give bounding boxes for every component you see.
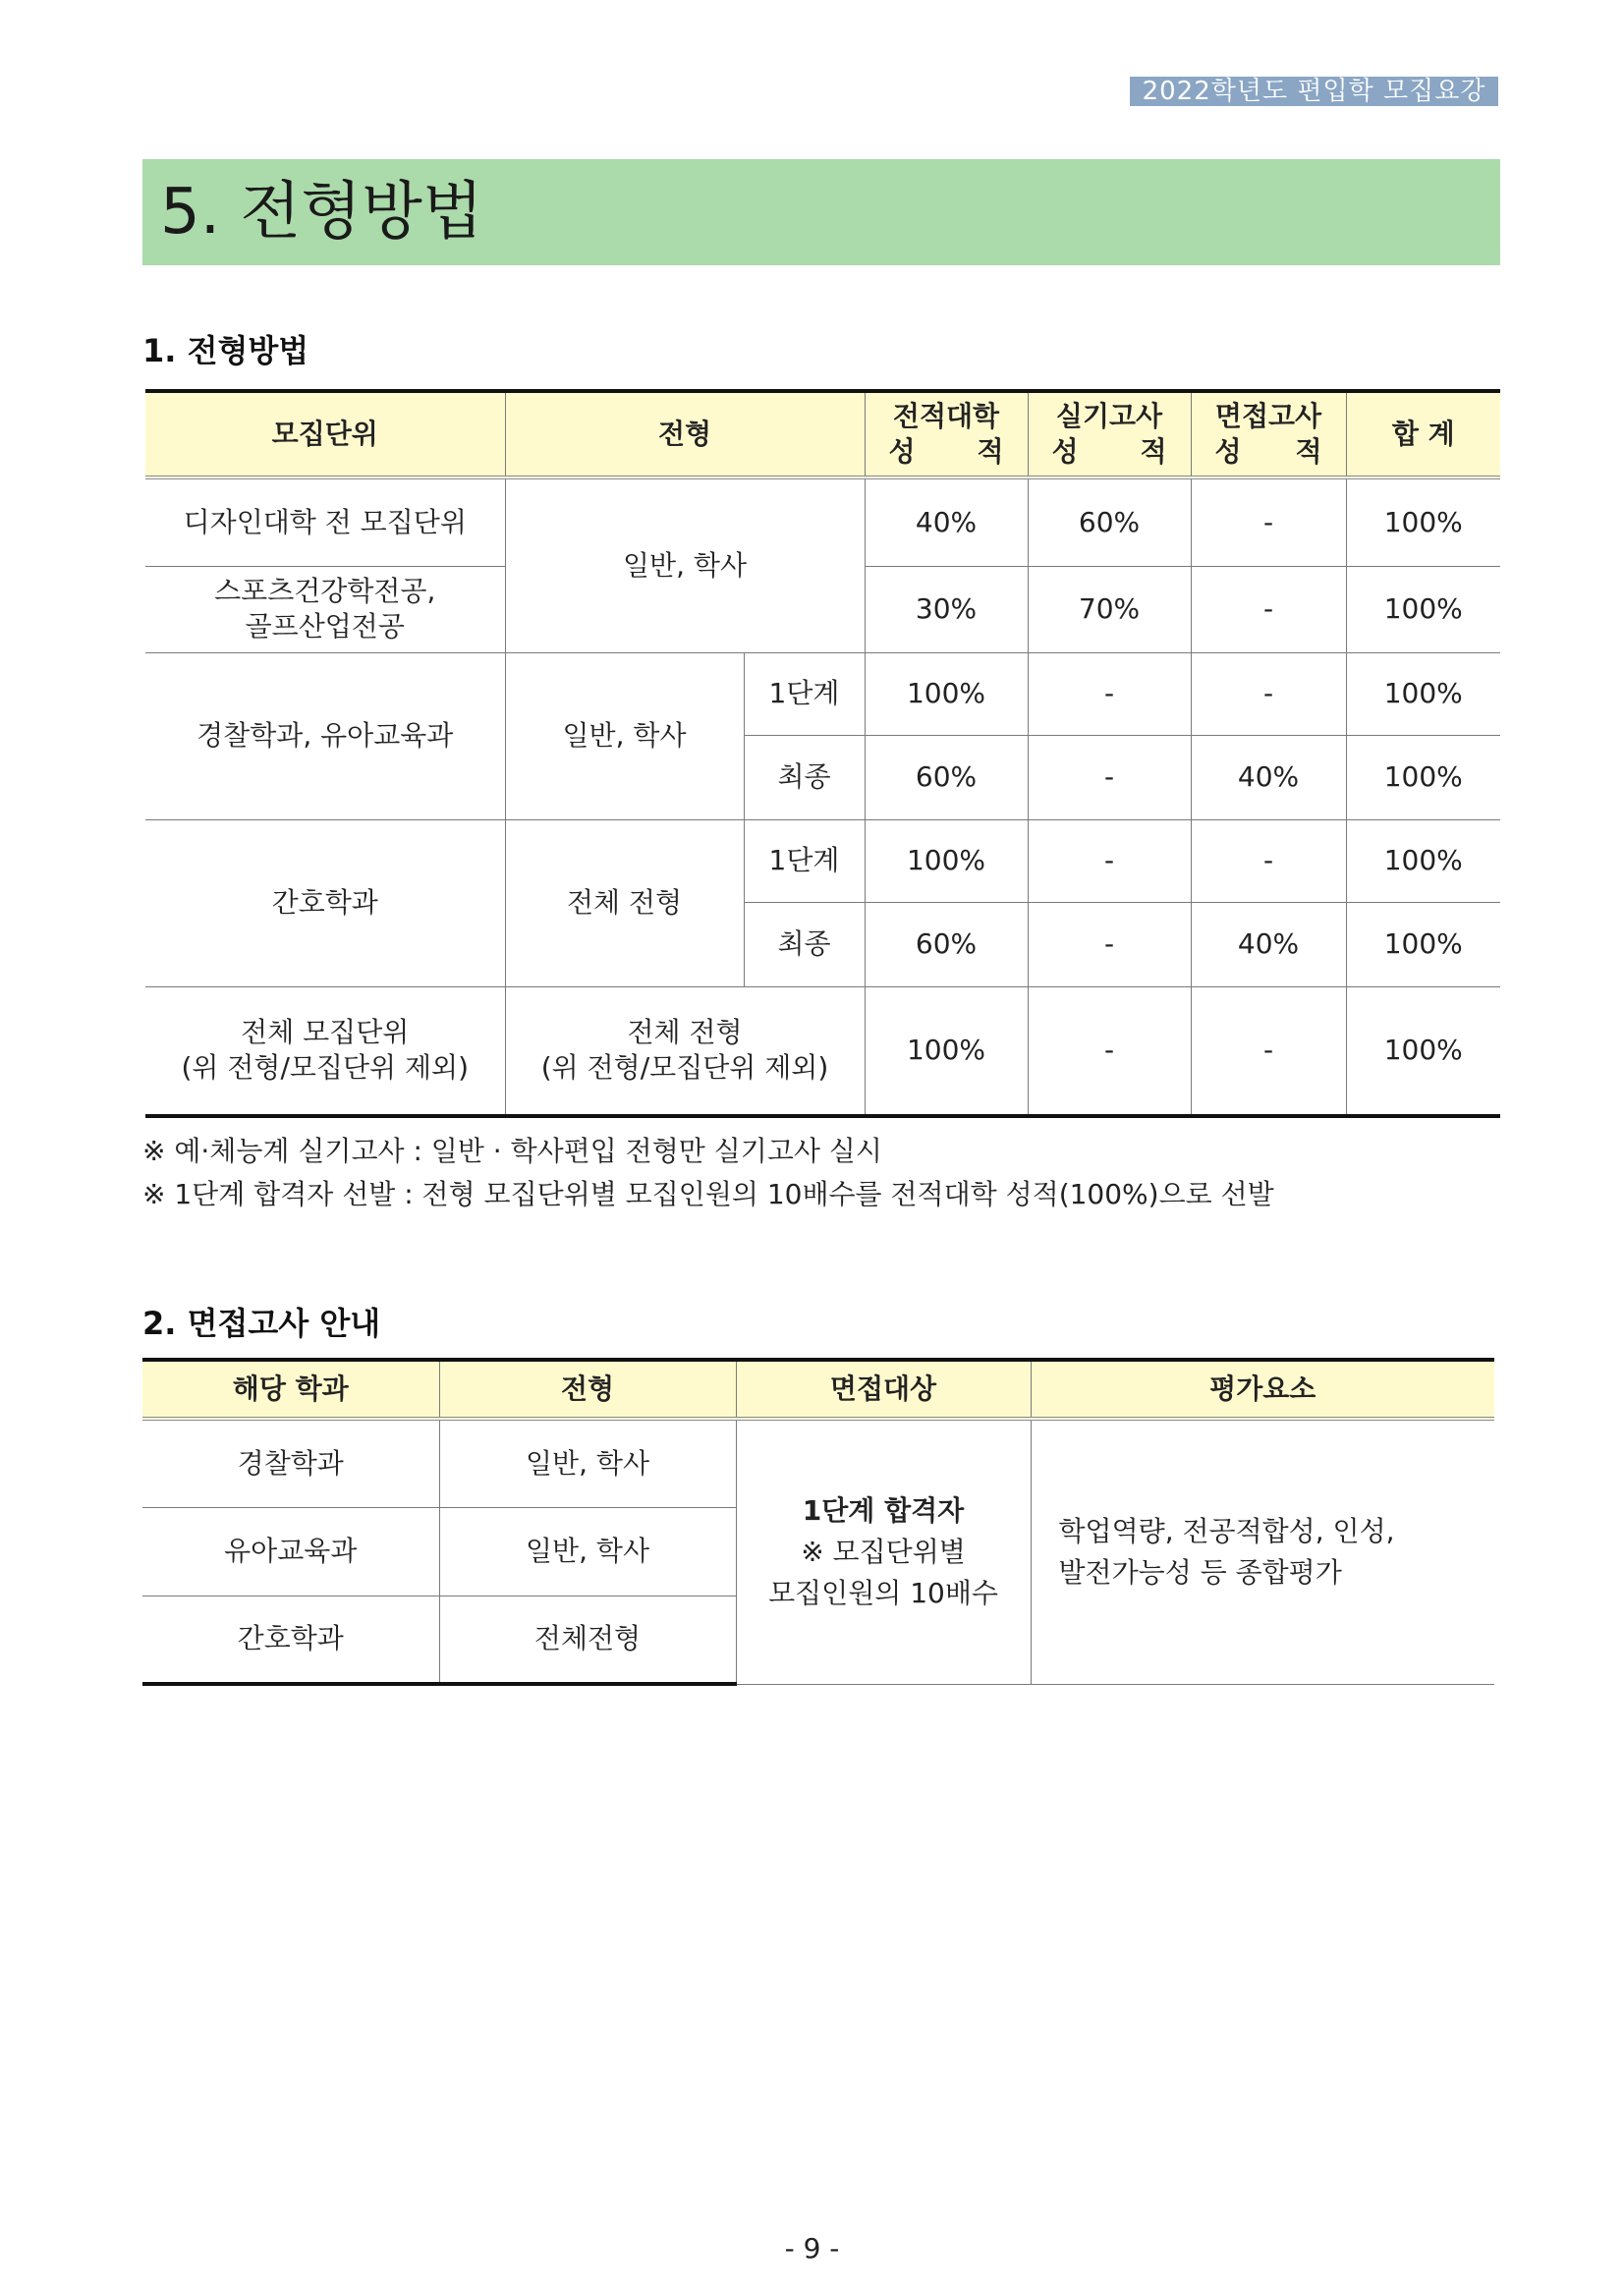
table-row xyxy=(145,986,1500,1116)
cell-stage: 1단계 xyxy=(744,652,865,735)
header-unit: 모집단위 xyxy=(145,391,505,477)
chapter-banner xyxy=(142,159,1500,265)
table-row xyxy=(145,652,1500,735)
cell-total: 100% xyxy=(1346,477,1500,566)
cell-dept: 경찰학과 xyxy=(142,1419,439,1507)
section-title-selection-method: 1. 전형방법 xyxy=(142,332,309,369)
cell-criteria: 학업역량, 전공적합성, 인성, 발전가능성 등 종합평가 xyxy=(1031,1419,1494,1684)
cell-target: 1단계 합격자 ※ 모집단위별 모집인원의 10배수 xyxy=(736,1419,1031,1684)
cell-practical: 70% xyxy=(1028,566,1191,652)
cell-prior: 30% xyxy=(865,566,1028,652)
cell-unit: 간호학과 xyxy=(145,819,505,986)
cell-dept: 간호학과 xyxy=(142,1596,439,1684)
cell-prior: 60% xyxy=(865,902,1028,986)
cell-total: 100% xyxy=(1346,566,1500,652)
cell-stage: 1단계 xyxy=(744,819,865,902)
section-title-interview-guide: 2. 면접고사 안내 xyxy=(142,1305,381,1342)
cell-interview: - xyxy=(1191,819,1346,902)
cell-practical: - xyxy=(1028,902,1191,986)
chapter-title: 5. 전형방법 xyxy=(160,176,483,249)
cell-type: 일반, 학사 xyxy=(505,652,744,819)
cell-unit: 경찰학과, 유아교육과 xyxy=(145,652,505,819)
note-practical-exam: ※ 예·체능계 실기고사 : 일반 · 학사편입 전형만 실기고사 실시 xyxy=(142,1135,882,1167)
cell-interview: 40% xyxy=(1191,902,1346,986)
page-number: - 9 - xyxy=(784,2232,840,2265)
cell-type: 전체 전형 (위 전형/모집단위 제외) xyxy=(505,986,865,1116)
cell-prior: 40% xyxy=(865,477,1028,566)
cell-total: 100% xyxy=(1346,735,1500,819)
cell-total: 100% xyxy=(1346,652,1500,735)
header-target: 면접대상 xyxy=(736,1360,1031,1419)
cell-practical: - xyxy=(1028,986,1191,1116)
table-row xyxy=(142,1419,1494,1507)
table-header-row xyxy=(142,1360,1494,1419)
cell-unit: 스포츠건강학전공, 골프산업전공 xyxy=(145,566,505,652)
header-interview-grade: 면접고사 성 적 xyxy=(1191,391,1346,477)
header-prior-grade: 전적대학 성 적 xyxy=(865,391,1028,477)
cell-interview: - xyxy=(1191,986,1346,1116)
cell-dept: 유아교육과 xyxy=(142,1507,439,1596)
cell-stage: 최종 xyxy=(744,902,865,986)
cell-interview: - xyxy=(1191,566,1346,652)
header-total: 합 계 xyxy=(1346,391,1500,477)
table-row xyxy=(145,819,1500,902)
cell-unit: 디자인대학 전 모집단위 xyxy=(145,477,505,566)
header-dept: 해당 학과 xyxy=(142,1360,439,1419)
cell-prior: 100% xyxy=(865,819,1028,902)
cell-total: 100% xyxy=(1346,902,1500,986)
cell-stage: 최종 xyxy=(744,735,865,819)
table-row xyxy=(145,477,1500,566)
cell-interview: 40% xyxy=(1191,735,1346,819)
interview-guide-table xyxy=(142,1358,1494,1686)
cell-interview: - xyxy=(1191,477,1346,566)
selection-method-table xyxy=(145,389,1500,1118)
note-first-stage: ※ 1단계 합격자 선발 : 전형 모집단위별 모집인원의 10배수를 전적대학 성적(100%)으로 선발 xyxy=(142,1178,1274,1210)
cell-prior: 100% xyxy=(865,986,1028,1116)
cell-practical: - xyxy=(1028,652,1191,735)
cell-total: 100% xyxy=(1346,819,1500,902)
header-practical-grade: 실기고사 성 적 xyxy=(1028,391,1191,477)
cell-practical: - xyxy=(1028,735,1191,819)
cell-unit: 전체 모집단위 (위 전형/모집단위 제외) xyxy=(145,986,505,1116)
cell-prior: 60% xyxy=(865,735,1028,819)
header-criteria: 평가요소 xyxy=(1031,1360,1494,1419)
cell-type: 전체전형 xyxy=(439,1596,736,1684)
cell-interview: - xyxy=(1191,652,1346,735)
header-type: 전형 xyxy=(439,1360,736,1419)
header-type: 전형 xyxy=(505,391,865,477)
cell-type: 전체 전형 xyxy=(505,819,744,986)
cell-prior: 100% xyxy=(865,652,1028,735)
cell-type: 일반, 학사 xyxy=(439,1507,736,1596)
document-header-tag: 2022학년도 편입학 모집요강 xyxy=(1130,77,1498,106)
cell-total: 100% xyxy=(1346,986,1500,1116)
cell-type: 일반, 학사 xyxy=(439,1419,736,1507)
cell-type: 일반, 학사 xyxy=(505,477,865,652)
table-header-row xyxy=(145,391,1500,477)
cell-practical: - xyxy=(1028,819,1191,902)
cell-practical: 60% xyxy=(1028,477,1191,566)
